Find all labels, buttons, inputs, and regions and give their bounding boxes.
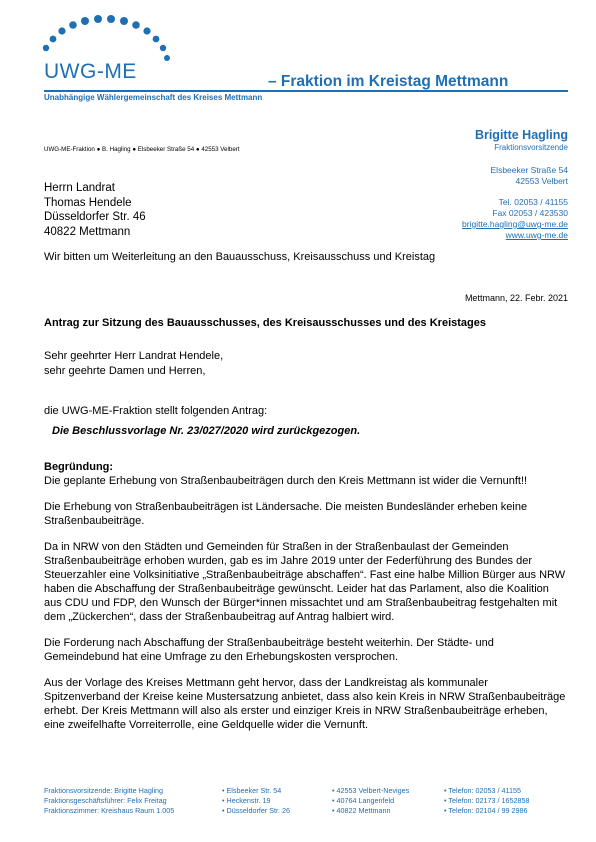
footer-cell: • Düsseldorfer Str. 26 bbox=[222, 806, 291, 815]
reason-paragraph bbox=[44, 460, 566, 488]
footer-cell: • Telefon: 02104 / 99 2986 bbox=[444, 806, 528, 815]
footer-row bbox=[44, 786, 574, 796]
salutation-line: sehr geehrte Damen und Herren, bbox=[44, 364, 206, 377]
footer-cell: Fraktionsvorsitzende: Brigitte Hagling bbox=[44, 786, 164, 795]
footer-cell: • 40764 Langenfeld bbox=[332, 796, 395, 805]
sender-role: Fraktionsvorsitzende bbox=[494, 143, 568, 152]
reason-heading: Begründung: bbox=[44, 461, 114, 473]
sender-fax: Fax 02053 / 423530 bbox=[492, 208, 568, 218]
footer-cell: • Heckenstr. 19 bbox=[222, 796, 271, 805]
fraktion-title: – Fraktion im Kreistag Mettmann bbox=[268, 73, 509, 90]
body-paragraph: Aus der Vorlage des Kreises Mettmann geht hervor, dass der Landkreistag als kommunaler Spitzenverband der Kreise keine Mustersatzung anbietet, dass also kein Kreis in NRW Straßenbaubeiträge erhebt. Der Kreis Mettmann will also als erster und einziger Kreis in NRW Straßenbaubeiträge erheben, eine zweifelhafte Vorreiterrolle, eine Geldquelle wider die Vernunft. bbox=[44, 677, 566, 731]
sender-name: Brigitte Hagling bbox=[474, 128, 568, 142]
footer-cell: Fraktionszimmer: Kreishaus Raum 1.005 bbox=[44, 806, 175, 815]
recipient-address bbox=[44, 181, 146, 239]
sender-contact bbox=[462, 197, 568, 241]
intro-text: die UWG-ME-Fraktion stellt folgenden Antrag: bbox=[44, 405, 268, 417]
footer-cell: • Elsbeeker Str. 54 bbox=[222, 786, 282, 795]
recipient-line: 40822 Mettmann bbox=[44, 225, 131, 238]
footer-cell: • 42553 Velbert-Neviges bbox=[332, 786, 410, 795]
recipient-line: Thomas Hendele bbox=[44, 196, 132, 209]
recipient-line: Düsseldorfer Str. 46 bbox=[44, 211, 146, 223]
letter-subject: Antrag zur Sitzung des Bauausschusses, des Kreisausschusses und des Kreistages bbox=[44, 317, 486, 329]
letter-body bbox=[44, 460, 566, 744]
sender-email-link[interactable]: brigitte.hagling@uwg-me.de bbox=[462, 219, 568, 229]
sender-info bbox=[462, 128, 568, 241]
footer-cell: Fraktionsgeschäftsführer: Felix Freitag bbox=[44, 796, 167, 805]
recipient-line: Herrn Landrat bbox=[44, 182, 115, 194]
body-paragraph: Da in NRW von den Städten und Gemeinden für Straßen in der Straßenbaulast der Gemeinden Straßenbaubeiträge erhoben wurden, gab es im Jahre 2019 unter der Federführung des Bundes der Steuerzahler eine Volksinitiative „Straßenbaubeiträge abschaffen“. Fast eine halbe Million Bürger aus NRW haben die Abschaffung der Straßenbaubeiträge gewünscht. Leider hat das Parlament, also die Koalition aus CDU und FDP, den Wunsch der Bürger*innen missachtet und am Straßenbaubeitrag festgehalten mit dem „Zückerchen“, dass der Straßenbaubeitrag auf Antrag halbiert wird. bbox=[44, 541, 566, 623]
body-text: Die geplante Erhebung von Straßenbaubeiträgen durch den Kreis Mettmann ist wider die Vernunft!! bbox=[44, 475, 528, 487]
footer-cell: • Telefon: 02173 / 1652858 bbox=[444, 796, 530, 805]
sender-city: 42553 Velbert bbox=[515, 176, 568, 186]
body-paragraph: Die Erhebung von Straßenbaubeiträgen ist Ländersache. Die meisten Bundesländer erheben keine Straßenbaubeiträge. bbox=[44, 501, 528, 527]
letter-footer bbox=[44, 786, 574, 816]
sender-web-link[interactable]: www.uwg-me.de bbox=[505, 230, 568, 240]
sender-tel: Tel. 02053 / 41155 bbox=[498, 197, 568, 207]
footer-row bbox=[44, 806, 574, 816]
letter-date: Mettmann, 22. Febr. 2021 bbox=[464, 293, 568, 303]
forward-note: Wir bitten um Weiterleitung an den Bauausschuss, Kreisausschuss und Kreistag bbox=[44, 251, 436, 263]
header-divider bbox=[44, 90, 568, 92]
motion-text: Die Beschlussvorlage Nr. 23/027/2020 wird zurückgezogen. bbox=[52, 425, 361, 437]
footer-cell: • 40822 Mettmann bbox=[332, 806, 391, 815]
body-paragraph: Die Forderung nach Abschaffung der Straßenbaubeiträge besteht weiterhin. Der Städte- und Gemeindebund hat eine Umfrage zu den Erhebungskosten versprochen. bbox=[44, 637, 494, 663]
footer-row bbox=[44, 796, 574, 806]
sender-street: Elsbeeker Straße 54 bbox=[490, 165, 568, 175]
salutation bbox=[44, 349, 223, 378]
footer-cell: • Telefon: 02053 / 41155 bbox=[444, 786, 521, 795]
sender-address bbox=[462, 165, 568, 187]
return-address: UWG-ME-Fraktion ● B. Hagling ● Elsbeeker Straße 54 ● 42553 Velbert bbox=[44, 146, 240, 153]
salutation-line: Sehr geehrter Herr Landrat Hendele, bbox=[44, 350, 224, 362]
logo-text: UWG-ME bbox=[44, 60, 137, 83]
organization-subtitle: Unabhängige Wählergemeinschaft des Kreises Mettmann bbox=[44, 93, 263, 102]
